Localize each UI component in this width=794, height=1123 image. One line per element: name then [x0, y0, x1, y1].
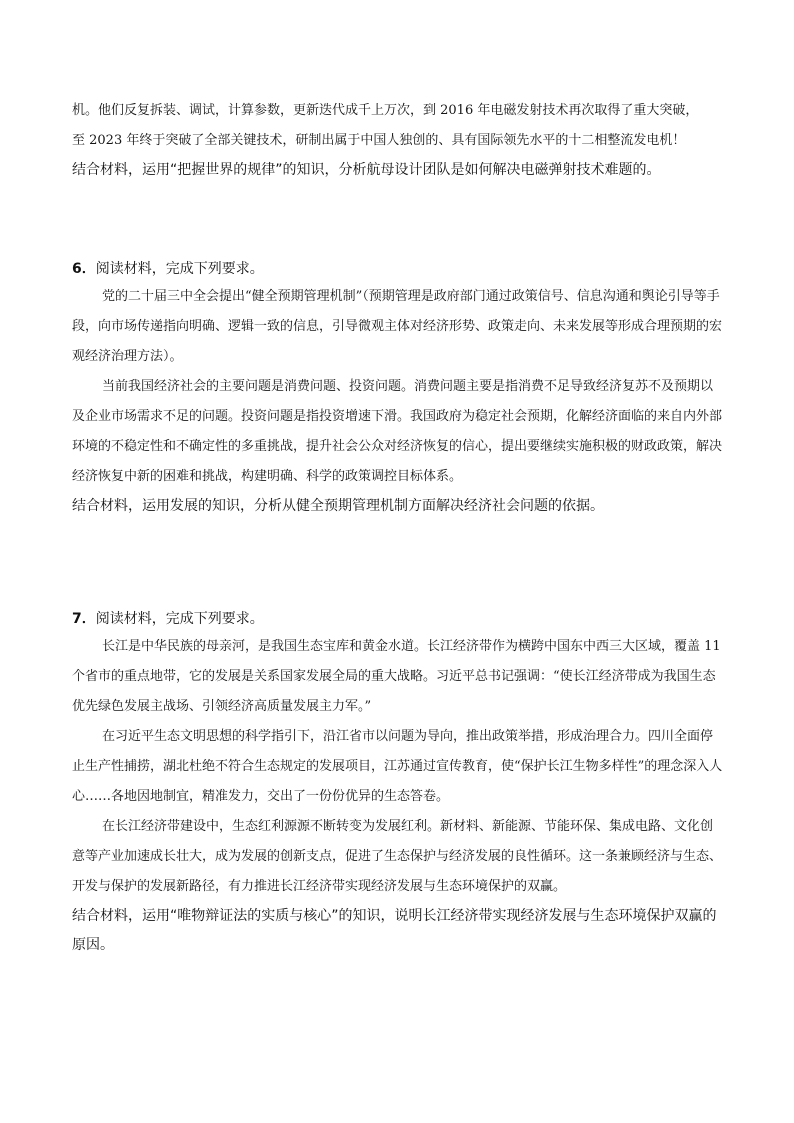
q5-question: 结合材料，运用“把握世界的规律”的知识，分析航母设计团队是如何解决电磁弹射技术难题的。 [72, 162, 661, 178]
q7-heading-text: 阅读材料，完成下列要求。 [95, 611, 264, 627]
q7-number: 7． [72, 611, 96, 627]
question-6-section [72, 256, 724, 521]
q6-number: 6． [72, 261, 96, 277]
q7-paragraph-2: 在习近平生态文明思想的科学指引下，沿江省市以问题为导向，推出政策举措，形成治理合力。四川全面停止生产性捕捞，湖北杜绝不符合生态规定的发展项目，江苏通过宣传教育，使“保护长江生物多样性”的理念深入人心……各地因地制宜，精准发力，交出了一份份优异的生态答卷。 [72, 729, 723, 804]
question-7-section [72, 606, 724, 960]
q6-paragraph-1: 党的二十届三中全会提出“健全预期管理机制”（预期管理是政府部门通过政策信号、信息沟通和舆论引导等手段，向市场传递指向明确、逻辑一致的信息，引导微观主体对经济形势、政策走向、未来发展等形成合理预期的宏观经济治理方法）。 [72, 289, 723, 364]
q7-question: 结合材料，运用“唯物辩证法的实质与核心”的知识，说明长江经济带实现经济发展与生态环境保护双赢的原因。 [72, 908, 717, 953]
q5-material-line-2: 至 2023 年终于突破了全部关键技术，研制出属于中国人独创的、具有国际领先水平的十二相整流发电机！ [72, 133, 686, 148]
question-5-section [72, 96, 724, 185]
q6-heading [72, 256, 724, 282]
q7-paragraph-1: 长江是中华民族的母亲河，是我国生态宝库和黄金水道。长江经济带作为横跨中国东中西三大区域，覆盖 11 个省市的重点地带，它的发展是关系国家发展全局的重大战略。习近平总书记强调：“使长江经济带成为我国生态优先绿色发展主战场、引领经济高质量发展主力军。” [72, 639, 721, 714]
q6-paragraph-2: 当前我国经济社会的主要问题是消费问题、投资问题。消费问题主要是指消费不足导致经济复苏不及预期以及企业市场需求不足的问题。投资问题是指投资增速下滑。我国政府为稳定社会预期，化解经济面临的来自内外部环境的不稳定性和不确定性的多重挑战，提升社会公众对经济恢复的信心，提出要继续实施积极的财政政策，解决经济恢复中新的困难和挑战，构建明确、科学的政策调控目标体系。 [72, 379, 723, 484]
q7-paragraph-3: 在长江经济带建设中，生态红利源源不断转变为发展红利。新材料、新能源、节能环保、集成电路、文化创意等产业加速成长壮大，成为发展的创新支点，促进了生态保护与经济发展的良性循环。这一条兼顾经济与生态、开发与保护的发展新路径，有力推进长江经济带实现经济发展与生态环境保护的双赢。 [72, 819, 723, 894]
q7-heading [72, 606, 724, 632]
q5-material-line-1: 机。他们反复拆装、调试，计算参数，更新迭代成千上万次，到 2016 年电磁发射技术再次取得了重大突破， [72, 103, 699, 118]
q6-heading-text: 阅读材料，完成下列要求。 [95, 261, 264, 277]
q6-question: 结合材料，运用发展的知识，分析从健全预期管理机制方面解决经济社会问题的依据。 [72, 498, 604, 514]
